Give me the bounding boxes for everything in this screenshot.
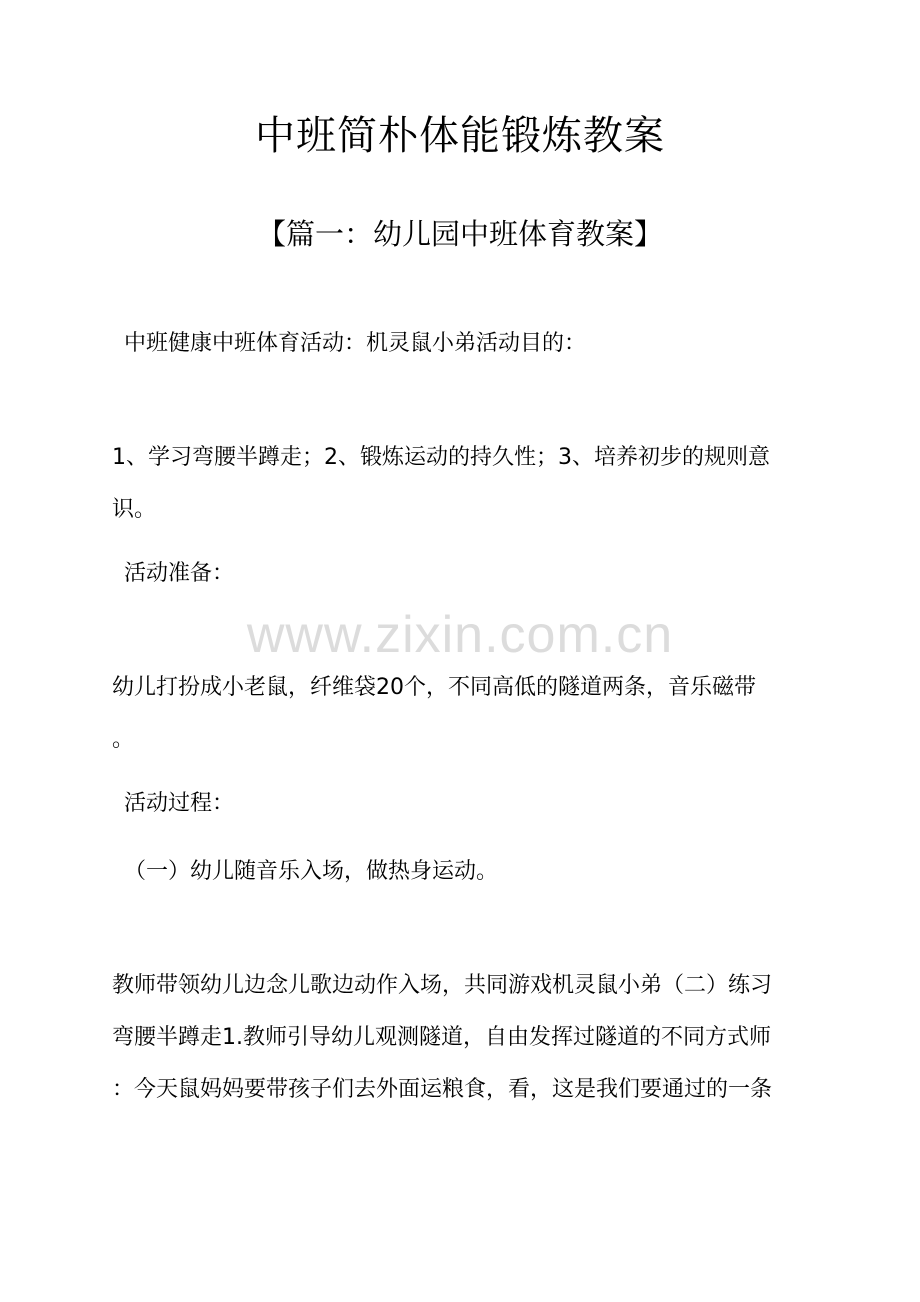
document-title: 中班简朴体能锻炼教案 bbox=[255, 113, 665, 159]
process-paragraph-line-3: ：今天鼠妈妈要带孩子们去外面运粮食，看，这是我们要通过的一条 bbox=[112, 1077, 773, 1102]
process-step-1: （一）幼儿随音乐入场，做热身运动。 bbox=[124, 859, 499, 884]
process-paragraph-line-1: 教师带领幼儿边念儿歌边动作入场，共同游戏机灵鼠小弟（二）练习 bbox=[112, 973, 773, 998]
preparation-line-1: 幼儿打扮成小老鼠，纤维袋20个，不同高低的隧道两条，音乐磁带 bbox=[112, 675, 756, 700]
preparation-line-2: 。 bbox=[112, 727, 135, 752]
document-subtitle: 【篇一：幼儿园中班体育教案】 bbox=[256, 217, 663, 251]
activity-goal-heading: 中班健康中班体育活动：机灵鼠小弟活动目的： bbox=[124, 331, 587, 356]
process-paragraph-line-2: 弯腰半蹲走1.教师引导幼儿观测隧道，自由发挥过隧道的不同方式师 bbox=[112, 1025, 771, 1050]
goal-list-line-2: 识。 bbox=[112, 497, 157, 522]
preparation-heading: 活动准备： bbox=[124, 561, 235, 586]
goal-list-line-1: 1、学习弯腰半蹲走；2、锻炼运动的持久性；3、培养初步的规则意 bbox=[112, 445, 770, 470]
process-heading: 活动过程： bbox=[124, 791, 235, 816]
watermark: www.zixin.com.cn bbox=[246, 606, 674, 664]
